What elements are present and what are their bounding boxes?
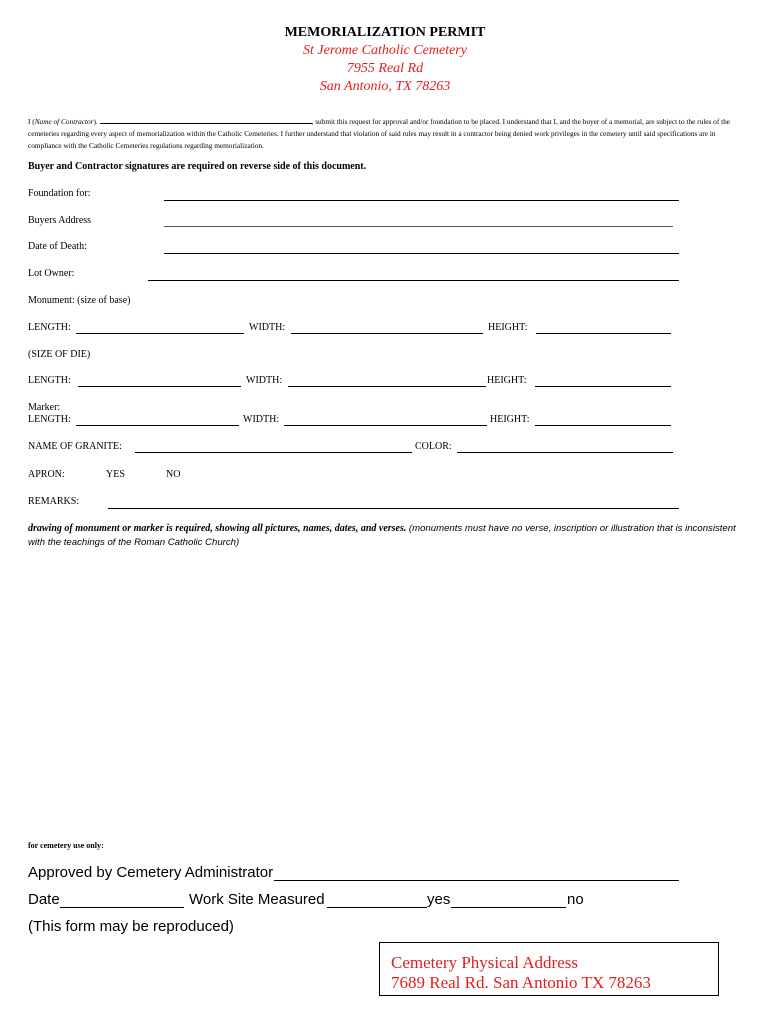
die-height-label: HEIGHT: xyxy=(487,375,527,386)
foundation-for-label: Foundation for: xyxy=(28,188,91,199)
date-label: Date xyxy=(28,891,60,908)
apron-label: APRON: xyxy=(28,469,65,480)
cemetery-address-street: 7955 Real Rd xyxy=(346,61,424,76)
marker-length-label: LENGTH: xyxy=(28,414,71,425)
contractor-label: Name of Contractor xyxy=(34,117,94,126)
remarks-field[interactable] xyxy=(108,508,679,509)
die-length-field[interactable] xyxy=(78,386,241,387)
base-length-field[interactable] xyxy=(76,333,244,334)
date-of-death-field[interactable] xyxy=(164,253,679,254)
approved-by-label: Approved by Cemetery Administrator xyxy=(28,864,274,881)
cemetery-use-label: for cemetery use only: xyxy=(28,841,104,850)
marker-height-field[interactable] xyxy=(535,425,671,426)
lot-owner-label: Lot Owner: xyxy=(28,268,75,279)
apron-no-option[interactable]: NO xyxy=(166,469,181,480)
page-title: MEMORIALIZATION PERMIT xyxy=(284,25,486,40)
base-height-label: HEIGHT: xyxy=(488,322,528,333)
base-height-field[interactable] xyxy=(536,333,671,334)
marker-label: Marker: xyxy=(28,402,61,413)
buyers-address-field[interactable] xyxy=(164,226,673,227)
monument-base-label: Monument: (size of base) xyxy=(28,295,131,306)
work-site-no-label: no xyxy=(567,891,584,908)
drawing-requirement-note: drawing of monument or marker is required, showing all pictures, names, dates, and verses. (monuments must have no verse, inscription or illustration that is inconsistent with the teachings of the Roman Catholic Church) xyxy=(28,523,736,548)
physical-address-box xyxy=(379,942,719,996)
apron-yes-option[interactable]: YES xyxy=(106,469,125,480)
intro-paragraph: I (Name of Contractor). , submit this request for approval and/or foundation to be placed. I understand that I, and the buyer of a memorial, are subject to the rules of the cemeteries regarding every aspect of memorialization within the Catholic Cemeteries. I further understand that violation of said rules may result in a contractor being denied work privileges in the cemetery until said specifications are in compliance with the Catholic Cemeteries regulations regarding memorialization. xyxy=(28,117,730,150)
work-site-yes-field[interactable] xyxy=(451,907,566,908)
work-site-yes-label: yes xyxy=(427,891,451,908)
physical-address-title: Cemetery Physical Address xyxy=(391,953,578,972)
color-label: COLOR: xyxy=(415,441,452,452)
physical-address-line: 7689 Real Rd. San Antonio TX 78263 xyxy=(391,973,651,992)
cemetery-name: St Jerome Catholic Cemetery xyxy=(303,43,467,58)
date-of-death-label: Date of Death: xyxy=(28,241,87,252)
remarks-label: REMARKS: xyxy=(28,496,80,507)
base-width-label: WIDTH: xyxy=(249,322,286,333)
marker-height-label: HEIGHT: xyxy=(490,414,530,425)
size-of-die-label: (SIZE OF DIE) xyxy=(28,349,91,360)
marker-width-label: WIDTH: xyxy=(243,414,280,425)
color-field[interactable] xyxy=(457,452,673,453)
die-width-label: WIDTH: xyxy=(246,375,283,386)
cemetery-address-city: San Antonio, TX 78263 xyxy=(319,79,451,94)
work-site-measured-field[interactable] xyxy=(327,907,427,908)
base-length-label: LENGTH: xyxy=(28,322,71,333)
approved-by-field[interactable] xyxy=(274,880,679,881)
die-length-label: LENGTH: xyxy=(28,375,71,386)
signature-notice: Buyer and Contractor signatures are required on reverse side of this document. xyxy=(28,161,367,172)
die-width-field[interactable] xyxy=(288,386,486,387)
date-field[interactable] xyxy=(60,907,184,908)
lot-owner-field[interactable] xyxy=(148,280,679,281)
foundation-for-field[interactable] xyxy=(164,200,679,201)
marker-length-field[interactable] xyxy=(76,425,239,426)
contractor-name-field[interactable] xyxy=(100,116,312,124)
buyers-address-label: Buyers Address xyxy=(28,215,92,226)
marker-width-field[interactable] xyxy=(284,425,487,426)
granite-name-field[interactable] xyxy=(135,452,412,453)
base-width-field[interactable] xyxy=(291,333,483,334)
granite-name-label: NAME OF GRANITE: xyxy=(28,441,122,452)
work-site-measured-label: Work Site Measured xyxy=(189,891,325,908)
die-height-field[interactable] xyxy=(535,386,671,387)
reproduce-note: (This form may be reproduced) xyxy=(28,918,234,935)
